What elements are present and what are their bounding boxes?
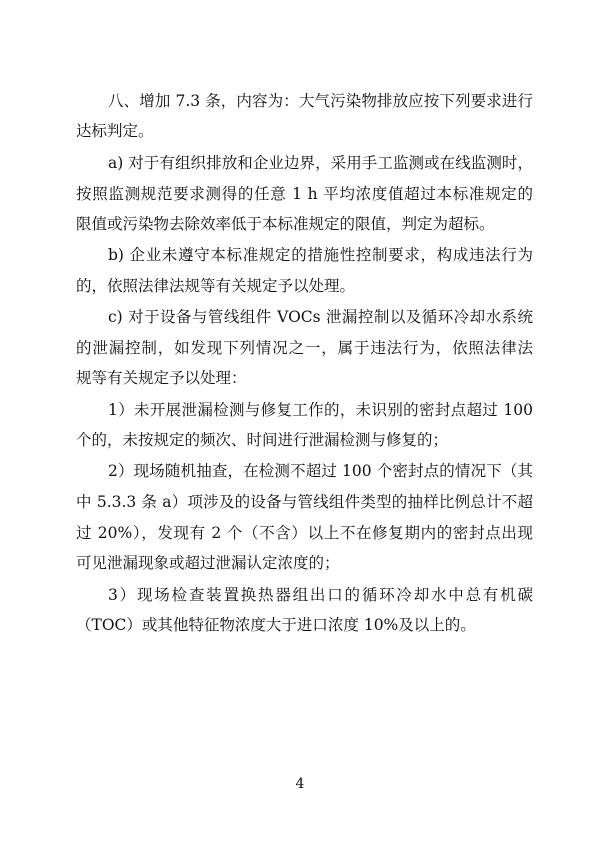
item-a-line-2: 按照监测规范要求测得的任意 1 h 平均浓度值超过本标准规定的 xyxy=(76,185,533,203)
page-number: 4 xyxy=(295,776,305,792)
item-a-line-3: 限值或污染物去除效率低于本标准规定的限值，判定为超标。 xyxy=(76,215,495,233)
item-c-line-2: 的泄漏控制，如发现下列情况之一，属于违法行为，依照法律法 xyxy=(76,339,533,357)
item-c-line-1: c) 对于设备与管线组件 VOCs 泄漏控制以及循环冷却水系统 xyxy=(108,308,533,326)
paragraph-8-line-1: 八、增加 7.3 条，内容为：大气污染物排放应按下列要求进行 xyxy=(108,92,533,110)
subitem-2-line-3: 过 20%），发现有 2 个（不含）以上不在修复期内的密封点出现 xyxy=(76,524,533,542)
item-a-line-1: a) 对于有组织排放和企业边界，采用手工监测或在线监测时， xyxy=(108,154,533,172)
subitem-2-line-2: 中 5.3.3 条 a）项涉及的设备与管线组件类型的抽样比例总计不超 xyxy=(76,493,533,511)
subitem-3-line-1: 3）现场检查装置换热器组出口的循环冷却水中总有机碳 xyxy=(108,586,533,604)
subitem-2-line-4: 可见泄漏现象或超过泄漏认定浓度的； xyxy=(76,554,340,572)
item-b-line-2: 的，依照法律法规等有关规定予以处理。 xyxy=(76,277,356,295)
subitem-1-line-2: 个的，未按规定的频次、时间进行泄漏检测与修复的； xyxy=(76,431,449,449)
paragraph-8-line-2: 达标判定。 xyxy=(76,122,154,140)
subitem-2-line-1: 2）现场随机抽查，在检测不超过 100 个密封点的情况下（其 xyxy=(108,462,533,480)
item-c-line-3: 规等有关规定予以处理： xyxy=(76,369,247,387)
subitem-1-line-1: 1）未开展泄漏检测与修复工作的，未识别的密封点超过 100 xyxy=(108,401,533,419)
subitem-3-line-2: （TOC）或其他特征物浓度大于进口浓度 10%及以上的。 xyxy=(76,616,476,634)
item-b-line-1: b) 企业未遵守本标准规定的措施性控制要求，构成违法行为 xyxy=(108,246,533,264)
